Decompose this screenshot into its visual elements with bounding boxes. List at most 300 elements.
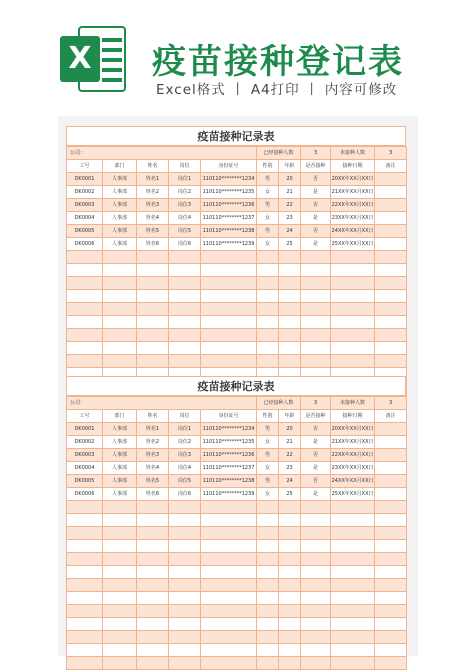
table-cell [375,488,407,501]
empty-cell [201,644,257,657]
empty-cell [103,316,137,329]
table-cell: 110110********1235 [201,186,257,199]
empty-cell [301,316,331,329]
table-cell: 110110********1236 [201,199,257,212]
column-header: 性别 [257,410,279,423]
empty-cell [169,355,201,368]
empty-cell [169,592,201,605]
empty-cell [257,631,279,644]
table-row [67,225,407,238]
empty-cell [375,355,407,368]
column-header: 工号 [67,160,103,173]
column-header: 姓名 [137,160,169,173]
empty-cell [67,644,103,657]
empty-cell [331,605,375,618]
empty-cell [257,644,279,657]
table-cell: 姓名5 [137,225,169,238]
empty-cell [67,579,103,592]
empty-cell [103,514,137,527]
table-cell: 姓名3 [137,199,169,212]
empty-cell [169,514,201,527]
empty-cell [279,342,301,355]
table-cell: 25XX年XX月XX日 [331,488,375,501]
empty-cell [331,290,375,303]
empty-cell [279,631,301,644]
table-cell: 20XX年XX月XX日 [331,423,375,436]
table-cell [375,186,407,199]
table-cell: 否 [301,225,331,238]
table-cell: 女 [257,488,279,501]
table-cell: 人事部 [103,212,137,225]
empty-cell [169,303,201,316]
empty-cell [301,303,331,316]
empty-cell [103,290,137,303]
table-cell: 否 [301,475,331,488]
empty-cell [67,303,103,316]
column-header: 性别 [257,160,279,173]
table-cell: 岗位4 [169,462,201,475]
empty-cell [331,514,375,527]
empty-cell [279,527,301,540]
table-cell: 男 [257,475,279,488]
empty-row [67,553,407,566]
empty-cell [67,501,103,514]
table-cell: 人事部 [103,436,137,449]
empty-cell [375,631,407,644]
empty-cell [257,501,279,514]
empty-cell [257,264,279,277]
table-cell: 否 [301,199,331,212]
excel-letter: X [60,36,100,82]
empty-cell [137,579,169,592]
empty-cell [103,566,137,579]
empty-cell [169,251,201,264]
page-subtitle: Excel格式 丨 A4打印 丨 内容可修改 [156,82,398,98]
empty-cell [201,592,257,605]
table-cell: 110110********1238 [201,225,257,238]
table-cell [375,462,407,475]
table-cell: 110110********1236 [201,449,257,462]
table-cell: 人事部 [103,186,137,199]
empty-cell [257,527,279,540]
empty-cell [201,251,257,264]
table-cell: 男 [257,199,279,212]
empty-cell [375,644,407,657]
table-cell: 姓名1 [137,423,169,436]
empty-cell [279,329,301,342]
empty-row [67,566,407,579]
empty-cell [103,355,137,368]
table-cell: 人事部 [103,449,137,462]
empty-cell [301,329,331,342]
table-row [67,186,407,199]
empty-cell [257,540,279,553]
table-cell [375,449,407,462]
table-cell: DK0004 [67,462,103,475]
empty-cell [67,514,103,527]
table-cell: 姓名4 [137,212,169,225]
column-header: 是否接种 [301,410,331,423]
table-cell: DK0005 [67,475,103,488]
empty-cell [375,303,407,316]
table-cell: 岗位1 [169,173,201,186]
empty-cell [67,553,103,566]
table-cell [375,173,407,186]
empty-row [67,251,407,264]
table-cell: 25 [279,238,301,251]
empty-cell [279,290,301,303]
column-header: 身份证号 [201,410,257,423]
empty-cell [169,329,201,342]
table-cell: DK0001 [67,423,103,436]
table-cell: 110110********1234 [201,173,257,186]
empty-cell [257,605,279,618]
table-cell [375,212,407,225]
empty-row [67,316,407,329]
table-cell: 岗位6 [169,238,201,251]
table-cell: 是 [301,436,331,449]
empty-cell [279,277,301,290]
table-cell: 人事部 [103,423,137,436]
empty-cell [331,329,375,342]
empty-cell [279,501,301,514]
empty-cell [301,592,331,605]
empty-row [67,605,407,618]
empty-cell [67,566,103,579]
empty-cell [137,355,169,368]
table-header-row [67,410,407,423]
table-cell: 20XX年XX月XX日 [331,173,375,186]
page-title: 疫苗接种登记表 [152,42,404,82]
empty-cell [103,342,137,355]
empty-cell [257,329,279,342]
empty-cell [201,290,257,303]
empty-cell [331,316,375,329]
empty-cell [279,540,301,553]
empty-cell [103,553,137,566]
column-header: 是否接种 [301,160,331,173]
empty-cell [137,644,169,657]
empty-cell [279,644,301,657]
table-cell: 姓名2 [137,436,169,449]
empty-cell [279,579,301,592]
empty-cell [279,264,301,277]
table-cell: 110110********1237 [201,212,257,225]
table-cell [375,199,407,212]
empty-cell [103,605,137,618]
column-header: 备注 [375,410,407,423]
empty-cell [331,264,375,277]
empty-cell [67,355,103,368]
empty-cell [331,501,375,514]
vaccinated-count-label: 已经接种人数 [257,397,301,410]
table-cell: 男 [257,423,279,436]
column-header: 姓名 [137,410,169,423]
empty-cell [331,579,375,592]
empty-cell [331,644,375,657]
table-cell: 110110********1234 [201,423,257,436]
empty-row [67,501,407,514]
empty-cell [375,316,407,329]
table-cell: 23XX年XX月XX日 [331,212,375,225]
empty-cell [375,605,407,618]
empty-cell [301,540,331,553]
empty-cell [257,657,279,670]
table-cell: 21 [279,436,301,449]
empty-cell [67,264,103,277]
table-cell: 21XX年XX月XX日 [331,186,375,199]
table-cell: 姓名2 [137,186,169,199]
table-row [67,173,407,186]
table-cell: DK0003 [67,449,103,462]
table-cell [375,225,407,238]
table-cell: 姓名1 [137,173,169,186]
unvaccinated-count-value: 3 [375,397,407,410]
table-cell: 否 [301,449,331,462]
table-row [67,488,407,501]
empty-cell [137,592,169,605]
column-header: 年龄 [279,160,301,173]
empty-cell [67,527,103,540]
empty-cell [201,566,257,579]
empty-cell [301,342,331,355]
empty-cell [201,618,257,631]
empty-cell [137,277,169,290]
table-cell: 人事部 [103,238,137,251]
company-label: 公司： [67,147,257,160]
empty-cell [331,566,375,579]
empty-cell [201,553,257,566]
table-cell: 否 [301,173,331,186]
empty-cell [279,618,301,631]
empty-row [67,355,407,368]
empty-cell [375,251,407,264]
empty-cell [257,566,279,579]
vaccinated-count-label: 已经接种人数 [257,147,301,160]
unvaccinated-count-value: 3 [375,147,407,160]
empty-cell [169,342,201,355]
empty-row [67,303,407,316]
sheet-title: 疫苗接种记录表 [66,376,406,396]
empty-cell [201,631,257,644]
empty-cell [201,657,257,670]
table-row [67,449,407,462]
empty-row [67,277,407,290]
empty-cell [279,657,301,670]
empty-cell [201,527,257,540]
empty-cell [375,277,407,290]
empty-cell [279,553,301,566]
empty-cell [67,540,103,553]
table-cell: 姓名5 [137,475,169,488]
empty-cell [331,303,375,316]
empty-cell [137,540,169,553]
table-cell: 23 [279,212,301,225]
empty-row [67,540,407,553]
empty-cell [257,277,279,290]
empty-cell [301,251,331,264]
empty-cell [201,342,257,355]
excel-logo-icon [60,26,126,92]
table-cell [375,436,407,449]
table-cell: 岗位2 [169,436,201,449]
table-cell [375,238,407,251]
empty-row [67,527,407,540]
vaccinated-count-value: 3 [301,147,331,160]
table-cell: 否 [301,423,331,436]
empty-cell [103,540,137,553]
empty-cell [169,264,201,277]
table-cell: DK0006 [67,488,103,501]
empty-cell [279,251,301,264]
table-cell: 是 [301,238,331,251]
empty-cell [137,566,169,579]
empty-row [67,631,407,644]
empty-cell [301,566,331,579]
empty-cell [169,540,201,553]
empty-cell [67,618,103,631]
table-header-row [67,160,407,173]
table-cell: 女 [257,462,279,475]
table-row [67,475,407,488]
table-cell: 人事部 [103,462,137,475]
table-row [67,423,407,436]
table-cell: 岗位6 [169,488,201,501]
empty-cell [169,566,201,579]
empty-cell [375,514,407,527]
empty-cell [279,355,301,368]
empty-cell [201,316,257,329]
empty-row [67,329,407,342]
empty-cell [103,644,137,657]
empty-cell [201,303,257,316]
empty-cell [103,303,137,316]
empty-cell [201,264,257,277]
empty-cell [331,592,375,605]
record-table [66,396,407,670]
empty-cell [67,605,103,618]
table-row [67,199,407,212]
empty-cell [257,251,279,264]
table-cell: 24XX年XX月XX日 [331,475,375,488]
table-cell: 是 [301,212,331,225]
empty-row [67,644,407,657]
empty-cell [103,579,137,592]
empty-cell [301,657,331,670]
empty-cell [169,553,201,566]
empty-cell [375,264,407,277]
empty-cell [103,631,137,644]
empty-cell [375,657,407,670]
table-cell: 女 [257,436,279,449]
empty-cell [201,579,257,592]
empty-cell [301,618,331,631]
empty-cell [257,579,279,592]
empty-cell [137,290,169,303]
empty-cell [169,644,201,657]
table-cell: 110110********1237 [201,462,257,475]
table-cell: 22 [279,199,301,212]
empty-cell [279,316,301,329]
record-sheet-2 [66,376,406,670]
empty-cell [375,592,407,605]
table-cell: 110110********1235 [201,436,257,449]
empty-cell [137,553,169,566]
table-cell: 岗位1 [169,423,201,436]
table-cell: 22XX年XX月XX日 [331,199,375,212]
empty-cell [137,631,169,644]
table-cell: DK0004 [67,212,103,225]
table-cell: 是 [301,462,331,475]
empty-cell [375,618,407,631]
empty-cell [257,303,279,316]
empty-cell [201,277,257,290]
empty-cell [169,657,201,670]
table-cell: 岗位3 [169,199,201,212]
empty-cell [67,657,103,670]
empty-cell [331,631,375,644]
table-cell: 男 [257,225,279,238]
empty-cell [169,605,201,618]
table-cell: 25 [279,488,301,501]
table-cell [375,475,407,488]
table-cell: 岗位5 [169,475,201,488]
table-cell: 20 [279,173,301,186]
empty-cell [375,579,407,592]
empty-cell [257,342,279,355]
empty-cell [331,553,375,566]
empty-cell [375,501,407,514]
empty-cell [137,329,169,342]
empty-cell [137,605,169,618]
empty-cell [137,316,169,329]
table-cell: 男 [257,173,279,186]
empty-row [67,514,407,527]
empty-row [67,579,407,592]
table-cell: 岗位5 [169,225,201,238]
empty-cell [67,316,103,329]
column-header: 部门 [103,410,137,423]
empty-cell [301,644,331,657]
table-cell: 是 [301,186,331,199]
empty-cell [169,579,201,592]
column-header: 岗位 [169,410,201,423]
column-header: 接种日期 [331,410,375,423]
empty-cell [257,618,279,631]
table-row [67,238,407,251]
table-cell: 人事部 [103,488,137,501]
empty-cell [301,264,331,277]
empty-cell [67,592,103,605]
empty-cell [169,316,201,329]
empty-cell [375,290,407,303]
company-label: 公司： [67,397,257,410]
empty-cell [279,514,301,527]
empty-cell [331,657,375,670]
table-cell: 24 [279,475,301,488]
empty-cell [67,277,103,290]
table-cell: 女 [257,238,279,251]
empty-cell [301,553,331,566]
table-cell: 23XX年XX月XX日 [331,462,375,475]
empty-cell [279,605,301,618]
empty-cell [301,527,331,540]
empty-cell [67,329,103,342]
table-cell: 是 [301,488,331,501]
empty-cell [301,631,331,644]
empty-row [67,342,407,355]
empty-cell [137,303,169,316]
